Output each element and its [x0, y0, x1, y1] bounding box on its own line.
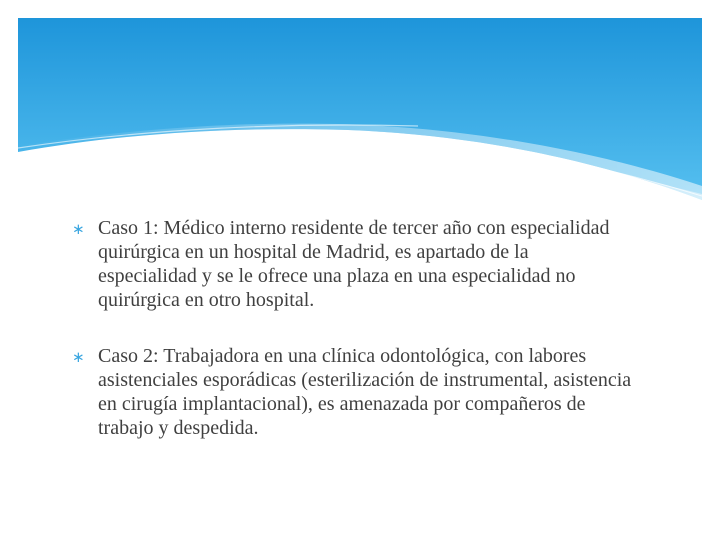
asterisk-icon: ∗ [72, 220, 85, 238]
bullet-list [72, 216, 632, 472]
asterisk-icon: ∗ [72, 348, 85, 366]
list-item [72, 216, 632, 312]
header-banner [18, 18, 702, 202]
bullet-text: Caso 1: Médico interno residente de tercer año con especialidad quirúrgica en un hospital de Madrid, es apartado de la especialidad y se le ofrece una plaza en una especialidad no quirúrgica en otro hospital. [98, 217, 610, 311]
bullet-text: Caso 2: Trabajadora en una clínica odontológica, con labores asistenciales esporádicas (esterilización de instrumental, asistencia en cirugía implantacional), es amenazada por compañeros de trabajo y despedida. [98, 345, 632, 439]
header-wave-graphic [18, 18, 702, 202]
list-item [72, 344, 632, 440]
